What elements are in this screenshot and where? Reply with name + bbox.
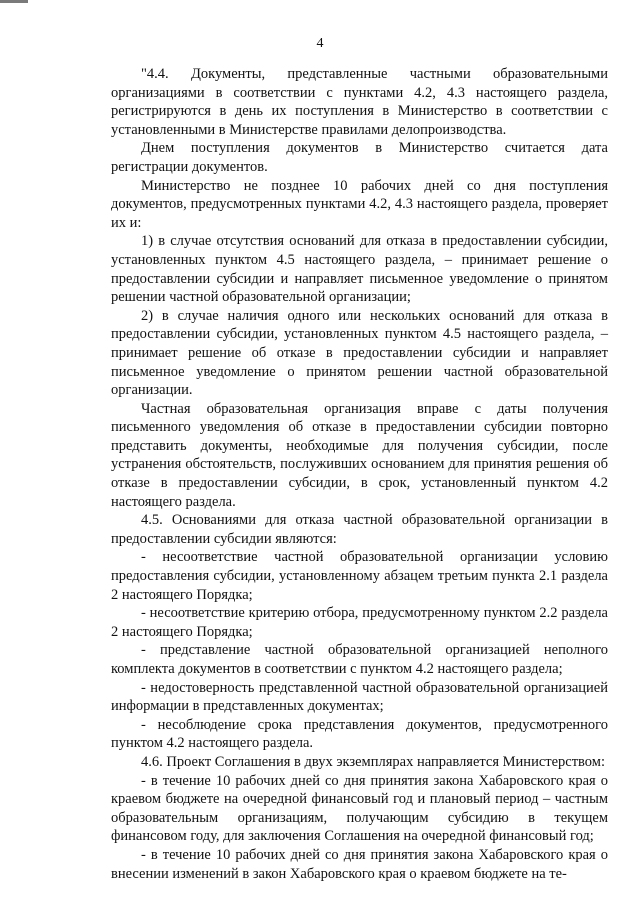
paragraph-item-1: 1) в случае отсутствия оснований для отказа в предоставлении субсидии, установленных пунктом 4.5 настоящего раздела, – принимает решение о предоставлении субсидии и направляет письменное уведомление о принятом решении частной образовательной организации; <box>111 233 608 306</box>
list-item-criterion: - несоответствие критерию отбора, предусмотренному пунктом 2.2 раздела 2 настоящего Порядка; <box>111 605 608 640</box>
paragraph-ministry-check: Министерство не позднее 10 рабочих дней со дня поступления документов, предусмотренных пунктами 4.2, 4.3 настоящего раздела, проверяет их и: <box>111 177 608 231</box>
page-number: 4 <box>316 36 324 51</box>
paragraph-4-4: "4.4. Документы, представленные частными образовательными организациями в соответствии с пунктами 4.2, 4.3 настоящего раздела, регистрируются в день их поступления в Министерство в соответствии с установленными в Министерстве правилами делопроизводства. <box>111 66 608 138</box>
scan-edge-mark <box>0 0 28 3</box>
list-item-budget-amendment: - в течение 10 рабочих дней со дня принятия закона Хабаровского края о внесении изменений в закон Хабаровского края о краевом бюджете на те- <box>111 846 608 882</box>
paragraph-item-2: 2) в случае наличия одного или нескольких оснований для отказа в предоставлении субсидии, установленных пунктом 4.5 настоящего раздела, – принимает решение об отказе в предоставлении субсидии и направляет письменное уведомление о принятом решении частной образовательной организации. <box>111 307 608 399</box>
list-item-unreliable: - недостоверность представленной частной образовательной организацией информации в представленных документах; <box>111 679 608 715</box>
list-item-incomplete: - представление частной образовательной организацией неполного комплекта документов в соответствии с пунктом 4.2 настоящего раздела; <box>111 642 608 677</box>
paragraph-4-5: 4.5. Основаниями для отказа частной образовательной организации в предоставлении субсидии являются: <box>111 512 608 547</box>
document-body <box>111 65 608 883</box>
paragraph-4-6: 4.6. Проект Соглашения в двух экземплярах направляется Министерством: <box>141 753 605 770</box>
paragraph-resubmission: Частная образовательная организация вправе с даты получения письменного уведомления об отказе в предоставлении субсидии повторно представить документы, необходимые для получения субсидии, после устранения обстоятельств, послуживших основанием для принятия решения об отказе в предоставлении субсидии, в срок, установленный пунктом 4.2 настоящего раздела. <box>111 400 608 510</box>
list-item-deadline: - несоблюдение срока представления документов, предусмотренного пунктом 4.2 настоящего раздела. <box>111 716 608 752</box>
paragraph-registration-date: Днем поступления документов в Министерство считается дата регистрации документов. <box>111 140 608 175</box>
list-item-budget-law: - в течение 10 рабочих дней со дня принятия закона Хабаровского края о краевом бюджете на очередной финансовый год и плановый период – частным образовательным организациям, получающим субсидию в текущем финансовом году, для заключения Соглашения на очередной финансовый год; <box>111 772 608 845</box>
list-item-condition: - несоответствие частной образовательной организации условию предоставления субсидии, установленному абзацем третьим пункта 2.1 раздела 2 настоящего Порядка; <box>111 549 608 603</box>
